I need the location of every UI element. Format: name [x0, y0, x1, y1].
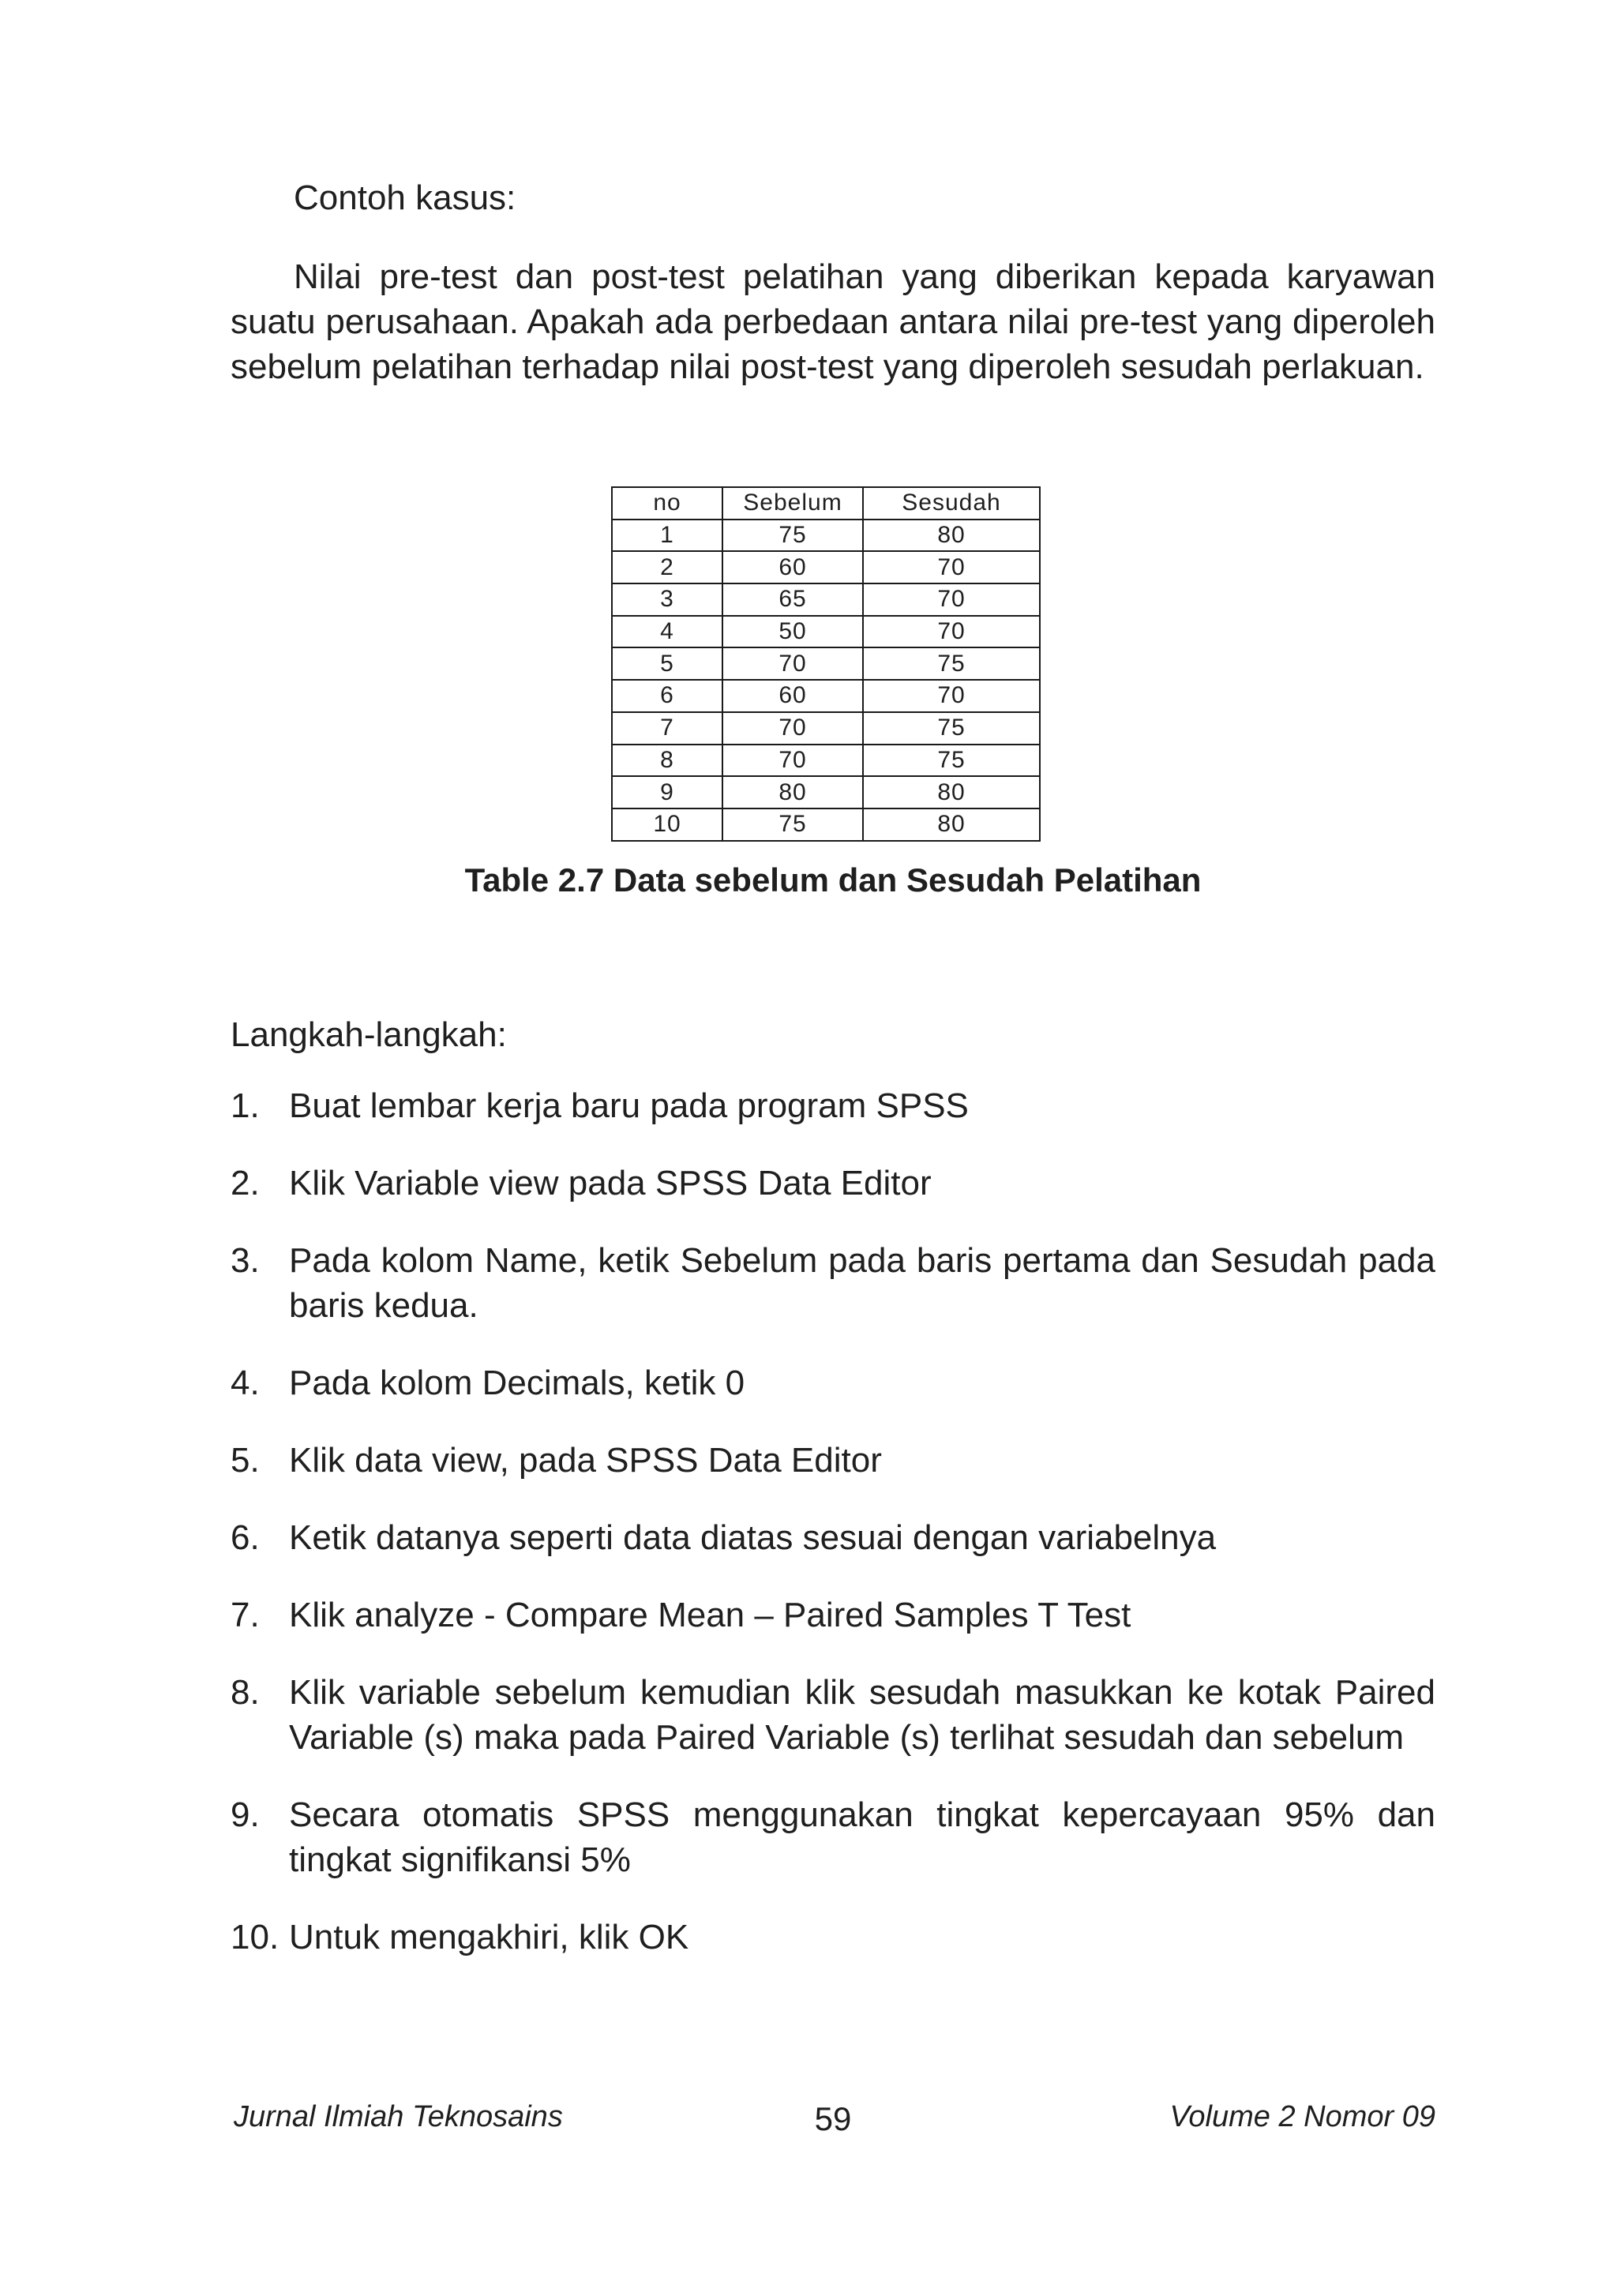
- table-cell: 10: [612, 808, 722, 841]
- table-header-row: [612, 487, 1040, 520]
- column-header-sesudah: Sesudah: [863, 487, 1040, 520]
- table-cell: 70: [722, 745, 863, 777]
- list-item: [231, 1792, 1435, 1882]
- step-number: 10.: [231, 1918, 280, 1956]
- table-cell: 75: [863, 745, 1040, 777]
- step-text: Buat lembar kerja baru pada program SPSS: [289, 1086, 969, 1125]
- document-page: [231, 0, 1435, 2296]
- table-cell: 65: [722, 583, 863, 616]
- data-table: [611, 486, 1041, 842]
- step-number: 9.: [231, 1795, 260, 1834]
- list-item: [231, 1238, 1435, 1328]
- table-row: [612, 616, 1040, 648]
- table-cell: 80: [863, 520, 1040, 552]
- table-cell: 70: [722, 712, 863, 745]
- table-cell: 70: [863, 680, 1040, 712]
- step-number: 6.: [231, 1518, 260, 1557]
- list-item: [231, 1593, 1435, 1638]
- volume-info: Volume 2 Nomor 09: [1169, 2100, 1435, 2133]
- table-row: [612, 583, 1040, 616]
- table-caption: Table 2.7 Data sebelum dan Sesudah Pelatihan: [464, 861, 1202, 899]
- journal-name: Jurnal Ilmiah Teknosains: [234, 2100, 563, 2133]
- data-table-wrapper: [611, 486, 1041, 842]
- table-row: [612, 520, 1040, 552]
- step-text: Ketik datanya seperti data diatas sesuai dengan variabelnya: [289, 1518, 1217, 1557]
- list-item: [231, 1915, 1435, 1960]
- step-text: Klik Variable view pada SPSS Data Editor: [289, 1164, 932, 1202]
- table-cell: 6: [612, 680, 722, 712]
- step-number: 4.: [231, 1364, 260, 1402]
- table-row: [612, 808, 1040, 841]
- table-cell: 70: [863, 616, 1040, 648]
- table-row: [612, 776, 1040, 808]
- table-row: [612, 745, 1040, 777]
- table-cell: 75: [722, 808, 863, 841]
- table-cell: 80: [863, 808, 1040, 841]
- table-cell: 70: [863, 551, 1040, 583]
- list-item: [231, 1161, 1435, 1206]
- table-cell: 4: [612, 616, 722, 648]
- step-number: 8.: [231, 1673, 260, 1712]
- table-cell: 70: [722, 647, 863, 680]
- table-cell: 5: [612, 647, 722, 680]
- step-text: Klik data view, pada SPSS Data Editor: [289, 1441, 882, 1480]
- table-cell: 7: [612, 712, 722, 745]
- table-cell: 75: [863, 712, 1040, 745]
- intro-label: Contoh kasus:: [294, 178, 516, 217]
- step-number: 1.: [231, 1086, 260, 1125]
- table-cell: 75: [863, 647, 1040, 680]
- step-text: Klik variable sebelum kemudian klik sesudah masukkan ke kotak Paired Variable (s) maka pada Paired Variable (s) terlihat sesudah dan sebelum: [289, 1673, 1435, 1757]
- column-header-sebelum: Sebelum: [722, 487, 863, 520]
- step-number: 7.: [231, 1596, 260, 1634]
- list-item: [231, 1515, 1435, 1560]
- page-footer: [231, 2100, 1435, 2144]
- table-cell: 60: [722, 551, 863, 583]
- table-cell: 2: [612, 551, 722, 583]
- table-cell: 50: [722, 616, 863, 648]
- step-number: 2.: [231, 1164, 260, 1202]
- step-text: Pada kolom Decimals, ketik 0: [289, 1364, 745, 1402]
- table-cell: 80: [722, 776, 863, 808]
- steps-title: Langkah-langkah:: [231, 1015, 507, 1054]
- table-cell: 1: [612, 520, 722, 552]
- problem-paragraph: Nilai pre-test dan post-test pelatihan yang diberikan kepada karyawan suatu perusahaan. Apakah ada perbedaan antara nilai pre-test yang diperoleh sebelum pelatihan terhadap nilai post-test yang diperoleh sesudah perlakuan.: [231, 257, 1435, 386]
- list-item: [231, 1360, 1435, 1405]
- step-number: 3.: [231, 1241, 260, 1280]
- step-number: 5.: [231, 1441, 260, 1480]
- table-cell: 75: [722, 520, 863, 552]
- column-header-no: no: [612, 487, 722, 520]
- table-cell: 3: [612, 583, 722, 616]
- list-item: [231, 1083, 1435, 1128]
- table-row: [612, 647, 1040, 680]
- page-number: 59: [814, 2100, 852, 2137]
- table-cell: 80: [863, 776, 1040, 808]
- table-cell: 70: [863, 583, 1040, 616]
- table-row: [612, 551, 1040, 583]
- table-row: [612, 712, 1040, 745]
- step-text: Klik analyze - Compare Mean – Paired Samples T Test: [289, 1596, 1131, 1634]
- step-text: Pada kolom Name, ketik Sebelum pada baris pertama dan Sesudah pada baris kedua.: [289, 1241, 1435, 1325]
- steps-list: [231, 1083, 1435, 1992]
- list-item: [231, 1670, 1435, 1760]
- table-cell: 9: [612, 776, 722, 808]
- table-cell: 60: [722, 680, 863, 712]
- list-item: [231, 1438, 1435, 1483]
- step-text: Untuk mengakhiri, klik OK: [289, 1918, 689, 1956]
- step-text: Secara otomatis SPSS menggunakan tingkat kepercayaan 95% dan tingkat signifikansi 5%: [289, 1795, 1435, 1879]
- table-row: [612, 680, 1040, 712]
- table-cell: 8: [612, 745, 722, 777]
